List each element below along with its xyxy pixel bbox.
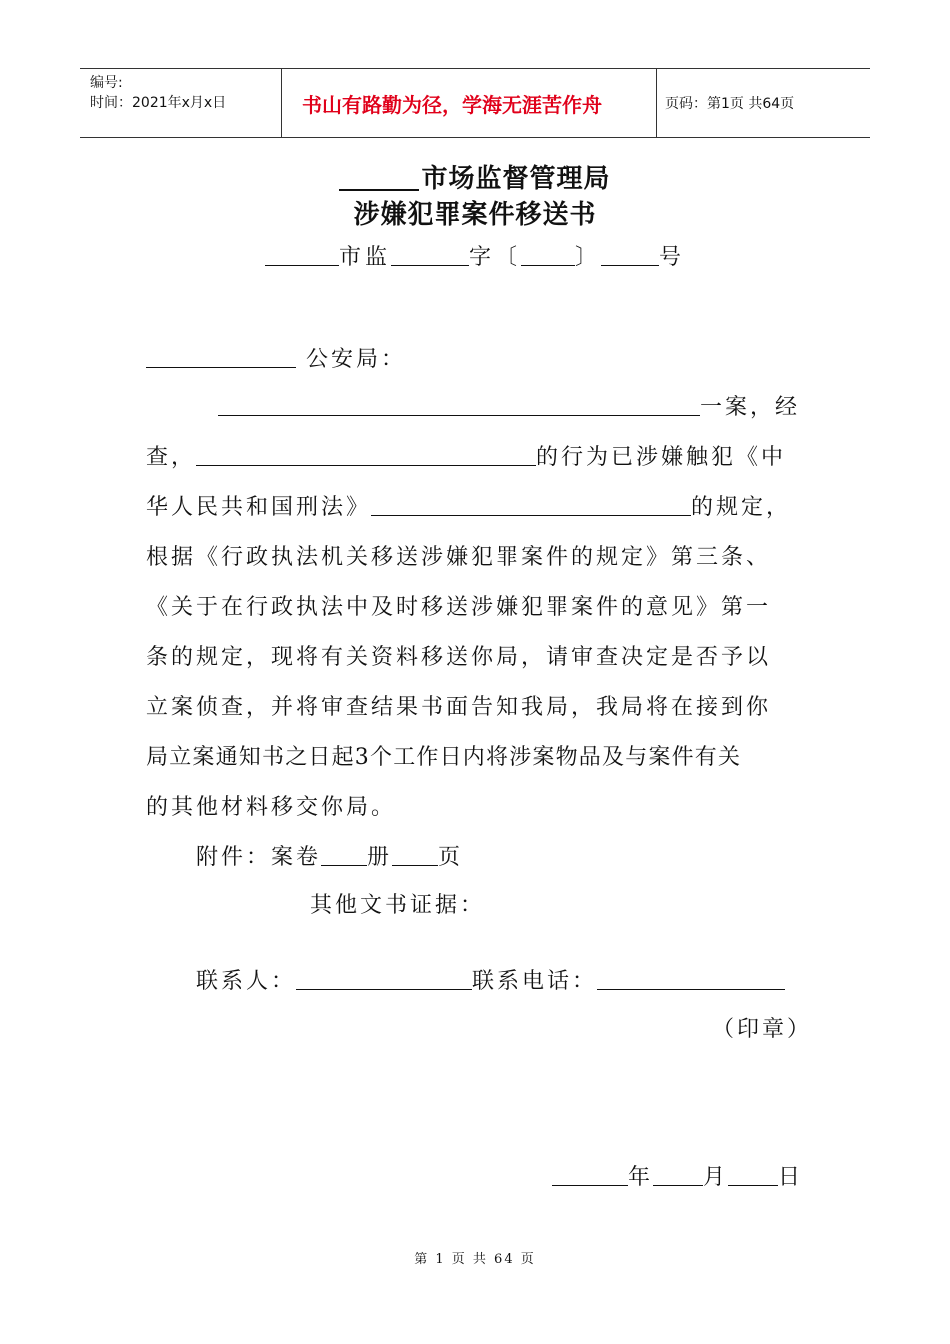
seal: （印章）	[712, 1017, 813, 1042]
body-line-3	[146, 490, 791, 521]
blank-field	[601, 245, 659, 266]
body-text: 一案，经	[700, 395, 801, 420]
blank-field	[196, 445, 536, 466]
doc-no-part3: 〕	[575, 245, 602, 270]
attachment-line	[196, 840, 463, 871]
title-blank	[339, 163, 419, 191]
addressee-line	[146, 342, 406, 373]
body-text: 的行为已涉嫌触犯《中	[536, 445, 787, 470]
blank-field	[392, 845, 438, 866]
contact-person-label: 联系人：	[196, 969, 297, 994]
title-text-1: 市场监督管理局	[421, 164, 611, 194]
other-evidence: 其他文书证据：	[310, 893, 486, 918]
time-label: 时间：2021年x月x日	[90, 95, 227, 111]
body-line-9: 的其他材料移交你局。	[146, 795, 397, 820]
date-year: 年	[628, 1165, 654, 1190]
blank-field	[218, 395, 700, 416]
blank-field	[521, 245, 575, 266]
page-footer: 第 1 页 共 64 页	[414, 1252, 536, 1267]
blank-field	[321, 845, 367, 866]
header-page-info: 页码：第1页 共64页	[665, 96, 795, 112]
blank-field	[265, 245, 339, 266]
body-text: 华人民共和国刑法》	[146, 495, 372, 520]
doc-no-part4: 号	[659, 245, 686, 270]
header-meta	[80, 69, 282, 137]
doc-no-part1: 市监	[338, 245, 391, 270]
date-line	[552, 1160, 803, 1191]
addressee: 公安局：	[306, 347, 407, 372]
attachment-label: 附件：案卷	[196, 845, 322, 870]
number-label: 编号:	[90, 75, 123, 91]
body-line-5: 《关于在行政执法中及时移送涉嫌犯罪案件的意见》第一	[146, 595, 772, 620]
attachment-volume: 册	[367, 845, 393, 870]
contact-phone-field	[597, 969, 785, 990]
blank-field	[728, 1165, 778, 1186]
date-month: 月	[703, 1165, 729, 1190]
body-text: 的规定，	[691, 495, 792, 520]
contact-phone-label: 联系电话：	[472, 969, 598, 994]
header-motto: 书山有路勤为径，学海无涯苦作舟	[282, 69, 657, 137]
body-line-6: 条的规定，现将有关资料移送你局，请审查决定是否予以	[146, 645, 772, 670]
body-line-7: 立案侦查，并将审查结果书面告知我局，我局将在接到你	[146, 695, 772, 720]
blank-field	[146, 347, 296, 368]
title-line-2: 涉嫌犯罪案件移送书	[353, 200, 597, 230]
doc-no-part2: 字〔	[468, 245, 521, 270]
contact-line	[196, 964, 785, 995]
header-table	[80, 68, 870, 138]
blank-field	[371, 495, 691, 516]
title-line-1	[0, 158, 950, 195]
body-line-1	[218, 390, 800, 421]
blank-field	[653, 1165, 703, 1186]
blank-field	[552, 1165, 628, 1186]
date-day: 日	[778, 1165, 804, 1190]
contact-person-field	[296, 969, 472, 990]
body-line-8: 局立案通知书之日起3个工作日内将涉案物品及与案件有关	[146, 745, 742, 770]
attachment-page: 页	[438, 845, 464, 870]
body-line-2	[146, 440, 786, 471]
document-number	[0, 240, 950, 271]
body-text: 查，	[146, 445, 197, 470]
body-line-4: 根据《行政执法机关移送涉嫌犯罪案件的规定》第三条、	[146, 545, 772, 570]
blank-field	[391, 245, 469, 266]
